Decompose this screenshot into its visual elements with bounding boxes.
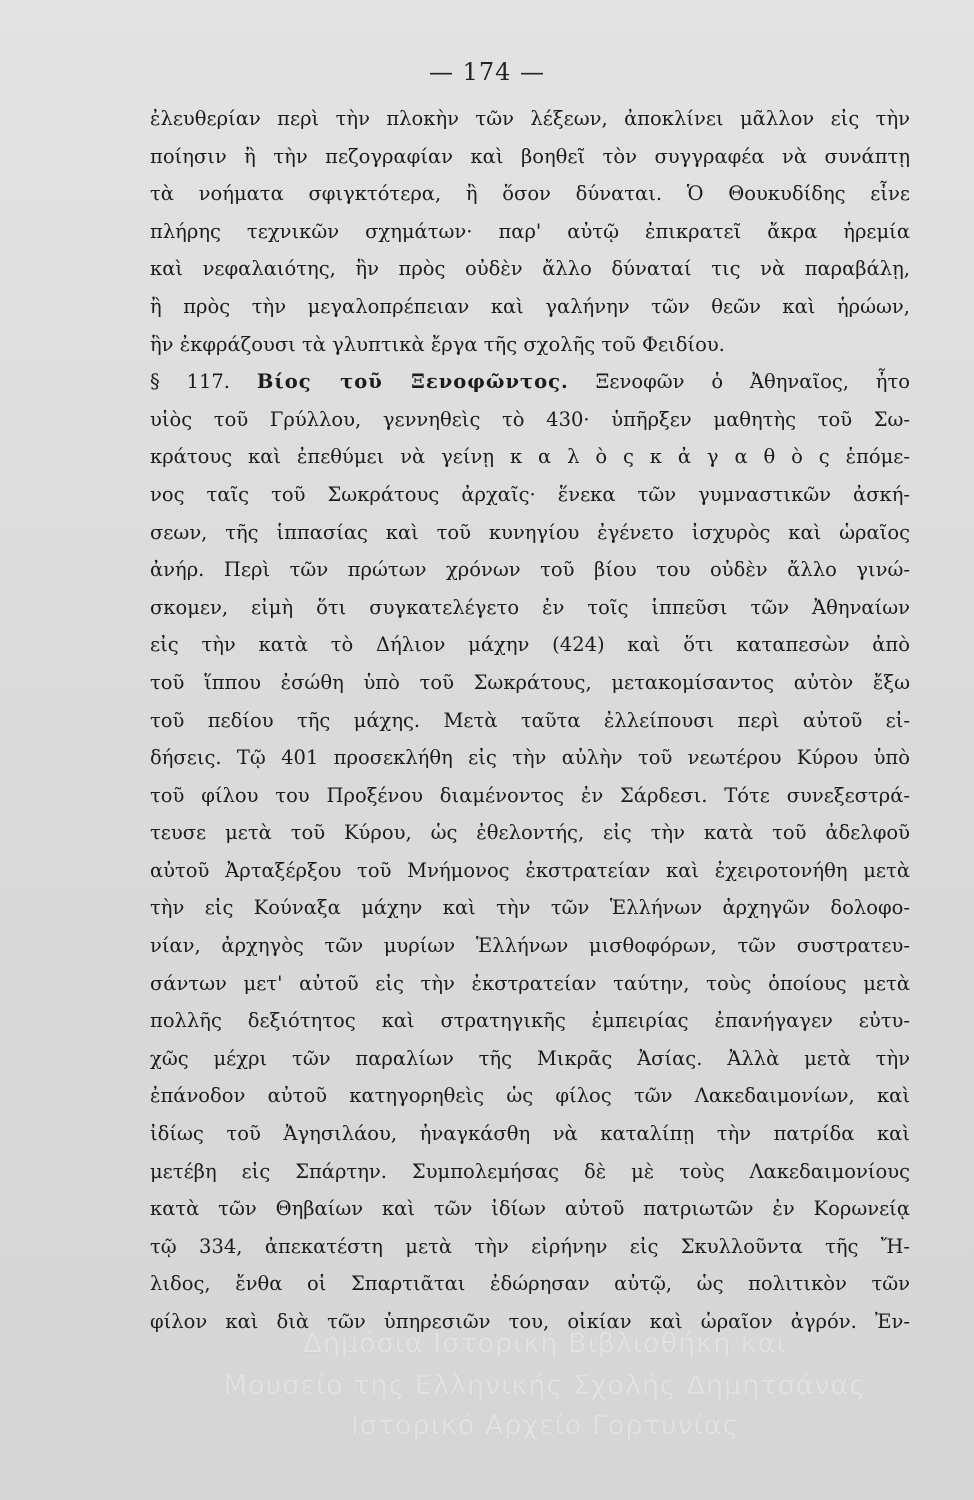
watermark-line: Ιστορικό Αρχείο Γορτυνίας (350, 1410, 740, 1441)
text-line: τευσε μετὰ τοῦ Κύρου, ὡς ἐθελοντής, εἰς τὴν κατὰ τοῦ ἀδελφοῦ (150, 821, 910, 845)
text-line: εἰς τὴν κατὰ τὸ Δήλιον μάχην (424) καὶ ὅτι καταπεσὼν ἀπὸ (150, 633, 910, 657)
text-line: νος ταῖς τοῦ Σωκράτους ἀρχαῖς· ἕνεκα τῶν γυμναστικῶν ἀσκή- (150, 482, 910, 506)
watermark-line: Μουσείο της Ελληνικής Σχολής Δημητσάνας (223, 1370, 867, 1401)
text-line: τοῦ πεδίου τῆς μάχης. Μετὰ ταῦτα ἐλλείπουσι περὶ αὐτοῦ εἰ- (150, 708, 910, 732)
text-line: λιδος, ἔνθα οἱ Σπαρτιᾶται ἐδώρησαν αὐτῷ, ὡς πολιτικὸν τῶν (150, 1272, 910, 1296)
text-line: ἀνήρ. Περὶ τῶν πρώτων χρόνων τοῦ βίου του οὐδὲν ἄλλο γινώ- (150, 558, 910, 582)
text-line: πλήρης τεχνικῶν σχημάτων· παρ' αὐτῷ ἐπικρατεῖ ἄκρα ἠρεμία (150, 219, 910, 243)
body-text (150, 100, 910, 1341)
text-line: φίλον καὶ διὰ τῶν ὑπηρεσιῶν του, οἰκίαν καὶ ὡραῖον ἀγρόν. Ἐν- (150, 1310, 910, 1333)
watermark-line: Δημόσια Ιστορική Βιβλιοθήκη και (303, 1328, 787, 1359)
text-line: σκομεν, εἰμὴ ὅτι συγκατελέγετο ἐν τοῖς ἱππεῦσι τῶν Ἀθηναίων (150, 595, 910, 619)
section-number: § 117. (150, 370, 257, 394)
text-line: τῷ 334, ἀπεκατέστη μετὰ τὴν εἰρήνην εἰς Σκυλλοῦντα τῆς Ἤ- (150, 1234, 910, 1258)
text-line: νίαν, ἀρχηγὸς τῶν μυρίων Ἑλλήνων μισθοφόρων, τῶν συστρατευ- (150, 934, 910, 958)
text-line: κράτους καὶ ἐπεθύμει νὰ γείνῃ κ α λ ὸ ς κ ἀ γ α θ ὸ ς ἑπόμε- (150, 445, 910, 469)
text-line: τοῦ φίλου του Προξένου διαμένοντος ἐν Σάρδεσι. Τότε συνεξεστρά- (150, 783, 910, 807)
text-line: τὴν εἰς Κούναξα μάχην καὶ τὴν τῶν Ἑλλήνων ἀρχηγῶν δολοφο- (150, 896, 910, 920)
text-line: καὶ νεφαλαιότης, ἣν πρὸς οὐδὲν ἄλλο δύναταί τις νὰ παραβάλῃ, (150, 257, 910, 281)
text-line: ἐπάνοδον αὐτοῦ κατηγορηθεὶς ὡς φίλος τῶν Λακεδαιμονίων, καὶ (150, 1084, 910, 1108)
text-line: κατὰ τῶν Θηβαίων καὶ τῶν ἰδίων αὐτοῦ πατριωτῶν ἐν Κορωνείᾳ (150, 1197, 910, 1221)
text-line: ἐλευθερίαν περὶ τὴν πλοκὴν τῶν λέξεων, ἀποκλίνει μᾶλλον εἰς τὴν (150, 107, 910, 130)
text-line: ποίησιν ἢ τὴν πεζογραφίαν καὶ βοηθεῖ τὸν συγγραφέα νὰ συνάπτῃ (150, 144, 910, 168)
text-line: μετέβη εἰς Σπάρτην. Συμπολεμήσας δὲ μὲ τοὺς Λακεδαιμονίους (150, 1159, 910, 1183)
text-line: πολλῆς δεξιότητος καὶ στρατηγικῆς ἐμπειρίας ἐπανήγαγεν εὐτυ- (150, 1009, 910, 1033)
text-line: τοῦ ἵππου ἐσώθη ὑπὸ τοῦ Σωκράτους, μετακομίσαντος αὐτὸν ἔξω (150, 670, 910, 694)
text-line: χῶς μέχρι τῶν παραλίων τῆς Μικρᾶς Ἀσίας. Ἀλλὰ μετὰ τὴν (150, 1046, 910, 1070)
section-heading: Βίος τοῦ Ξενοφῶντος. (256, 370, 569, 394)
section-heading-line (150, 363, 910, 401)
text-line: τὰ νοήματα σφιγκτότερα, ἢ ὅσον δύναται. Ὁ Θουκυδίδης εἶνε (150, 182, 910, 206)
text-line: ἰδίως τοῦ Ἀγησιλάου, ἠναγκάσθη νὰ καταλίπῃ τὴν πατρίδα καὶ (150, 1122, 910, 1146)
text-line: ἣν ἐκφράζουσι τὰ γλυπτικὰ ἔργα τῆς σχολῆς τοῦ Φειδίου. (150, 332, 725, 356)
text-line: σεων, τῆς ἱππασίας καὶ τοῦ κυνηγίου ἐγένετο ἰσχυρὸς καὶ ὡραῖος (150, 520, 910, 544)
text-line: υἱὸς τοῦ Γρύλλου, γεννηθεὶς τὸ 430· ὑπῆρξεν μαθητὴς τοῦ Σω- (150, 407, 910, 431)
text-line: ἢ πρὸς τὴν μεγαλοπρέπειαν καὶ γαλήνην τῶν θεῶν καὶ ἡρώων, (150, 294, 910, 318)
page-number: — 174 — (428, 58, 546, 86)
text-line: δήσεις. Τῷ 401 προσεκλήθη εἰς τὴν αὐλὴν τοῦ νεωτέρου Κύρου ὑπὸ (150, 746, 910, 770)
text-line: σάντων μετ' αὐτοῦ εἰς τὴν ἐκστρατείαν ταύτην, τοὺς ὁποίους μετὰ (150, 971, 910, 995)
section-text: Ξενοφῶν ὁ Ἀθηναῖος, ἦτο (568, 370, 910, 394)
text-line: αὐτοῦ Ἀρταξέρξου τοῦ Μνήμονος ἐκστρατείαν καὶ ἐχειροτονήθη μετὰ (150, 858, 910, 882)
